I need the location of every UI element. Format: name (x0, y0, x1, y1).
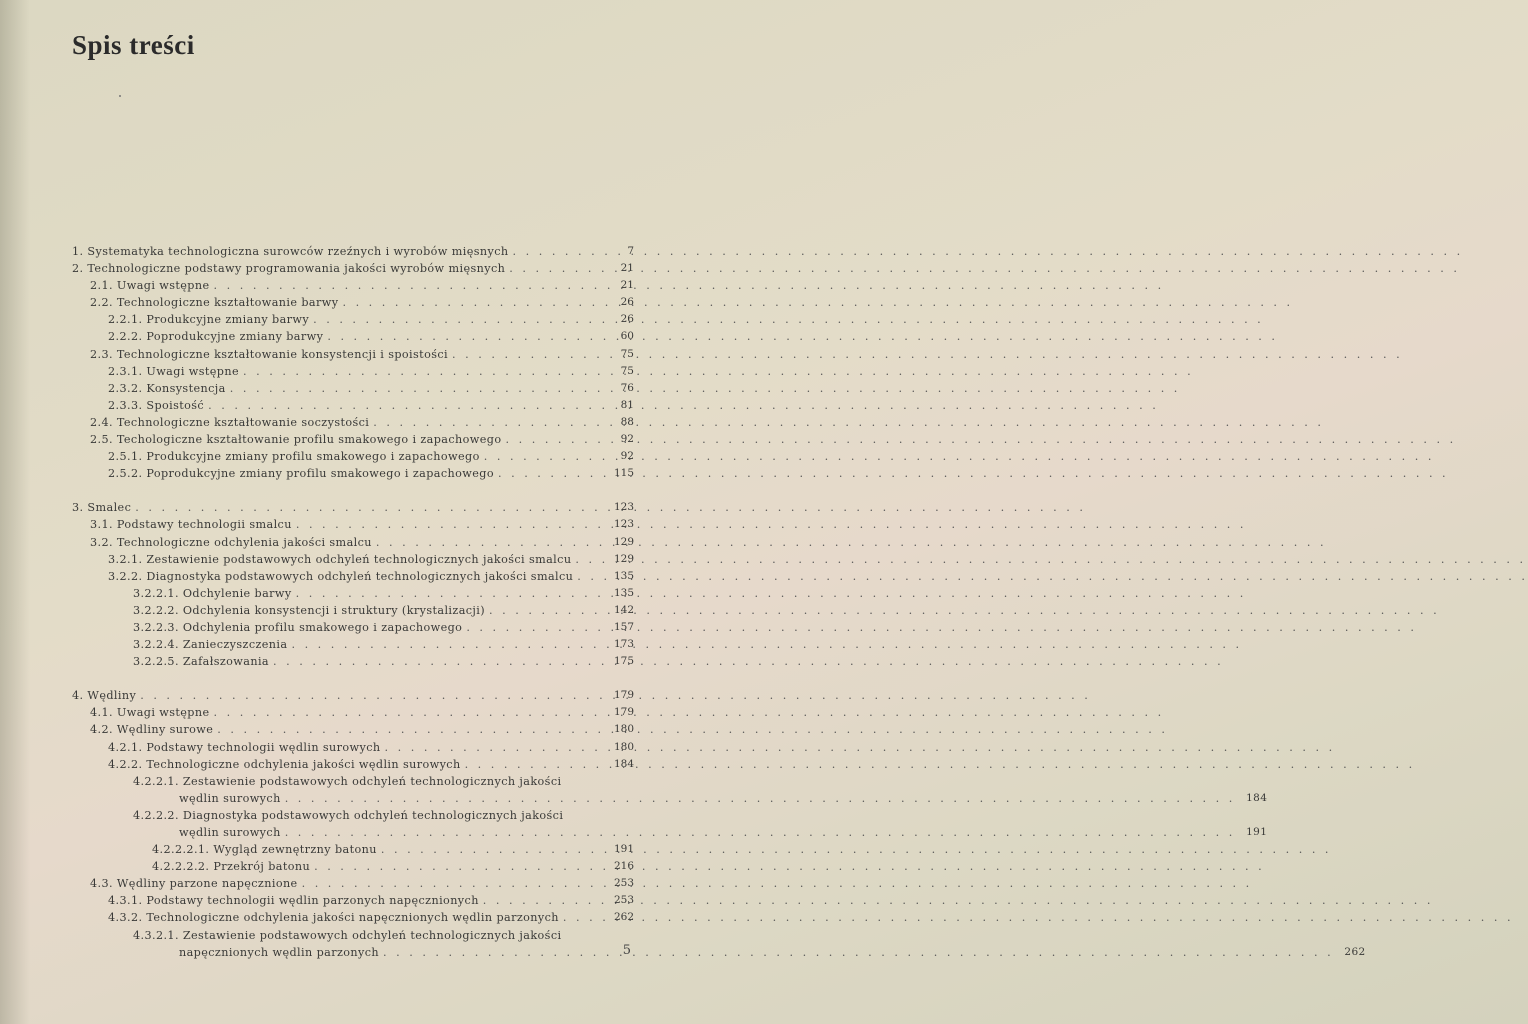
toc-page-number: 76 (620, 381, 634, 394)
toc-page-number: 135 (613, 569, 634, 582)
dot-leader (465, 756, 602, 773)
toc-entry-4-2-2-2 (72, 807, 1268, 841)
toc-page-number: 21 (620, 262, 634, 275)
dot-leader (296, 585, 602, 602)
dot-leader (385, 739, 603, 756)
page-title: Spis treści (72, 30, 195, 60)
toc-entry-text-line1: 4.2.2.2. Diagnostyka podstawowych odchyleń technologicznych jakości (133, 808, 564, 822)
dot-leader (230, 380, 602, 397)
toc-entry-text: 3.2.2.1. Odchylenie barwy (133, 586, 292, 600)
dot-leader (381, 841, 602, 858)
dot-leader (214, 277, 603, 294)
toc-entry-2-2 (72, 294, 634, 311)
toc-entry-text: 3.2.2.4. Zanieczyszczenia (133, 638, 288, 652)
toc-entry-text: 3.2.2.3. Odchylenia profilu smakowego i zapachowego (133, 620, 463, 634)
toc-page-number: 191 (1246, 826, 1268, 838)
dot-leader (291, 636, 602, 653)
toc-entry-4-2-2-1 (72, 773, 1268, 807)
toc-entry-4-1 (72, 704, 634, 721)
toc-page-number: 92 (620, 450, 634, 463)
toc-entry-text: 2.5.1. Produkcyjne zmiany profilu smakowego i zapachowego (108, 450, 480, 464)
toc-page-number: 92 (620, 433, 634, 446)
toc-entry-text: 2.3.2. Konsystencja (108, 381, 226, 395)
paper-speck (119, 95, 121, 97)
toc-entry-3-2-2-5 (72, 653, 634, 670)
toc-page-number: 173 (613, 638, 634, 651)
toc-page-number: 142 (613, 603, 634, 616)
toc-entry-3-2-2-1 (72, 585, 634, 602)
toc-entry-3-2-2-2 (72, 602, 634, 619)
toc-entry-1 (72, 243, 634, 260)
toc-entry-text: 2.1. Uwagi wstępne (90, 279, 210, 293)
toc-page-number: 75 (620, 347, 634, 360)
dot-leader (466, 619, 602, 636)
toc-entry-text: 3.2.2.5. Zafałszowania (133, 655, 270, 669)
dot-leader (217, 721, 602, 738)
dot-leader (285, 824, 1236, 841)
dot-leader (314, 858, 602, 875)
toc-entry-row2 (133, 790, 1267, 807)
toc-page-number: 179 (613, 706, 634, 719)
toc-entry-wrap (133, 807, 1267, 841)
toc-entry-4-3-2 (72, 909, 634, 926)
dot-leader (302, 875, 602, 892)
toc-page-number: 216 (613, 860, 634, 873)
toc-page-number: 262 (1344, 945, 1366, 958)
toc-entry-2-3-2 (72, 380, 634, 397)
toc-page-number: 179 (613, 689, 634, 702)
toc-entry-wrap (133, 773, 1267, 807)
toc-entry-3-2-2 (72, 568, 634, 585)
toc-entry-text: 3. Smalec (72, 501, 132, 515)
toc-entry-2-5-2 (72, 465, 634, 482)
page-number: 5 (622, 943, 631, 958)
toc-entry-text-line2: wędlin surowych (179, 791, 281, 805)
dot-leader (296, 516, 602, 533)
dot-leader (563, 909, 602, 926)
toc-entry-2-4 (72, 414, 634, 431)
toc-entry-4-2-1 (72, 739, 634, 756)
toc-entry-2-5 (72, 431, 634, 448)
toc-entry-text: 4.3.1. Podstawy technologii wędlin parzonych napęcznionych (108, 894, 479, 908)
dot-leader (498, 465, 602, 482)
dot-leader (313, 311, 602, 328)
toc-page-number: 262 (613, 911, 634, 924)
dot-leader (509, 260, 602, 277)
toc-page-number: 253 (613, 877, 634, 890)
toc-entry-row2 (133, 944, 1366, 961)
dot-leader (484, 448, 602, 465)
toc-entry-row2 (133, 824, 1267, 841)
toc-entry-text: 4.2.1. Podstawy technologii wędlin surowych (108, 740, 381, 754)
toc-page-number: 123 (613, 518, 634, 531)
dot-leader (285, 790, 1236, 807)
toc-entry-2-3 (72, 346, 634, 363)
toc-entry-3-2-2-4 (72, 636, 634, 653)
toc-entry-3-2 (72, 534, 634, 551)
toc-page-number: 7 (627, 245, 634, 257)
toc-entry-3-2-1 (72, 551, 634, 568)
toc-page-number: 60 (620, 330, 634, 343)
toc-page-number: 123 (613, 501, 634, 514)
toc-entry-2 (72, 260, 634, 277)
dot-leader (140, 687, 602, 704)
toc-page-number: 175 (613, 655, 634, 668)
toc-page-number: 26 (620, 313, 634, 326)
toc-page-number: 253 (613, 894, 634, 907)
toc-entry-2-3-3 (72, 397, 634, 414)
toc-page-number: 129 (613, 535, 634, 548)
toc-entry-text: 3.2.1. Zestawienie podstawowych odchyleń technologicznych jakości smalcu (108, 552, 572, 566)
toc-page-number: 115 (613, 467, 634, 480)
dot-leader (512, 243, 602, 260)
toc-entry-text-line1: 4.3.2.1. Zestawienie podstawowych odchyleń technologicznych jakości (133, 928, 562, 942)
toc-page-number: 88 (620, 415, 634, 428)
toc-entry-2-2-2 (72, 328, 634, 345)
toc-entry-4-3-2-1 (72, 927, 1366, 961)
toc-entry-text-line2: napęcznionych wędlin parzonych (179, 945, 379, 959)
toc-entry-text: 2.3.1. Uwagi wstępne (108, 364, 239, 378)
dot-leader (373, 414, 602, 431)
table-of-contents (72, 243, 1366, 961)
toc-entry-text: 2.2.2. Poprodukcyjne zmiany barwy (108, 330, 324, 344)
dot-leader (376, 534, 602, 551)
page-binding-shadow (0, 0, 30, 1024)
toc-entry-text: 2.2. Technologiczne kształtowanie barwy (90, 296, 339, 310)
toc-entry-text: 4.2.2. Technologiczne odchylenia jakości wędlin surowych (108, 757, 461, 771)
toc-entry-text: 2.3.3. Spoistość (108, 398, 205, 412)
toc-entry-text-line2: wędlin surowych (179, 826, 281, 839)
toc-page-number: 180 (613, 723, 634, 736)
toc-entry-text: 2.5.2. Poprodukcyjne zmiany profilu smakowego i zapachowego (108, 467, 494, 481)
dot-leader (208, 397, 602, 414)
toc-entry-text: 3.2.2.2. Odchylenia konsystencji i struktury (krystalizacji) (133, 603, 486, 617)
toc-page-number: 157 (613, 620, 634, 633)
dot-leader (342, 294, 602, 311)
dot-leader (327, 328, 602, 345)
toc-page-number: 26 (620, 296, 634, 309)
toc-page-number: 21 (620, 279, 634, 292)
toc-entry-text: 2.5. Techologiczne kształtowanie profilu smakowego i zapachowego (90, 433, 502, 447)
toc-entry-text: 4.1. Uwagi wstępne (90, 706, 210, 720)
toc-page-number: 184 (613, 757, 634, 770)
dot-leader (383, 944, 1334, 961)
toc-entry-3-1 (72, 516, 634, 533)
dot-leader (273, 653, 602, 670)
toc-entry-text: 3.2. Technologiczne odchylenia jakości smalcu (90, 535, 372, 549)
dot-leader (575, 551, 602, 568)
toc-entry-3-2-2-3 (72, 619, 634, 636)
toc-entry-text: 2.3. Technologiczne kształtowanie konsystencji i spoistości (90, 347, 448, 361)
dot-leader (577, 568, 602, 585)
toc-page-number: 180 (613, 740, 634, 753)
dot-leader (135, 499, 602, 516)
toc-entry-text: 2. Technologiczne podstawy programowania jakości wyrobów mięsnych (72, 262, 506, 276)
toc-page-number: 81 (620, 398, 634, 411)
toc-page-number: 135 (613, 586, 634, 599)
toc-entry-text: 4. Wędliny (72, 689, 137, 703)
toc-page-number: 191 (613, 843, 634, 856)
toc-entry-text: 4.3.2. Technologiczne odchylenia jakości napęcznionych wędlin parzonych (108, 911, 559, 925)
toc-entry-3 (72, 499, 634, 516)
toc-entry-text-line1: 4.2.2.1. Zestawienie podstawowych odchyleń technologicznych jakości (133, 774, 562, 788)
dot-leader (505, 431, 602, 448)
toc-entry-4 (72, 687, 634, 704)
toc-entry-text: 4.2.2.2.1. Wygląd zewnętrzny batonu (152, 843, 377, 857)
toc-entry-4-3 (72, 875, 634, 892)
toc-entry-4-2 (72, 721, 634, 738)
dot-leader (489, 602, 602, 619)
toc-entry-text: 3.1. Podstawy technologii smalcu (90, 518, 292, 532)
toc-entry-2-2-1 (72, 311, 634, 328)
toc-entry-4-3-1 (72, 892, 634, 909)
toc-entry-text: 1. Systematyka technologiczna surowców rzeźnych i wyrobów mięsnych (72, 245, 509, 258)
toc-entry-text: 2.2.1. Produkcyjne zmiany barwy (108, 313, 310, 327)
toc-entry-wrap (133, 927, 1366, 961)
dot-leader (452, 346, 602, 363)
dot-leader (243, 363, 602, 380)
dot-leader (214, 704, 603, 721)
toc-entry-text: 4.2.2.2.2. Przekrój batonu (152, 860, 311, 874)
toc-entry-2-1 (72, 277, 634, 294)
toc-entry-text: 4.2. Wędliny surowe (90, 723, 214, 737)
toc-entry-2-3-1 (72, 363, 634, 380)
toc-entry-text: 3.2.2. Diagnostyka podstawowych odchyleń technologicznych jakości smalcu (108, 569, 574, 583)
dot-leader (483, 892, 602, 909)
toc-entry-text: 4.3. Wędliny parzone napęcznione (90, 877, 298, 891)
toc-entry-4-2-2 (72, 756, 634, 773)
toc-entry-2-5-1 (72, 448, 634, 465)
toc-page-number: 184 (1246, 791, 1268, 804)
toc-page-number: 75 (620, 364, 634, 377)
toc-page-number: 129 (613, 552, 634, 565)
toc-entry-4-2-2-2-2 (72, 858, 634, 875)
toc-entry-4-2-2-2-1 (72, 841, 634, 858)
toc-entry-text: 2.4. Technologiczne kształtowanie soczystości (90, 415, 370, 429)
